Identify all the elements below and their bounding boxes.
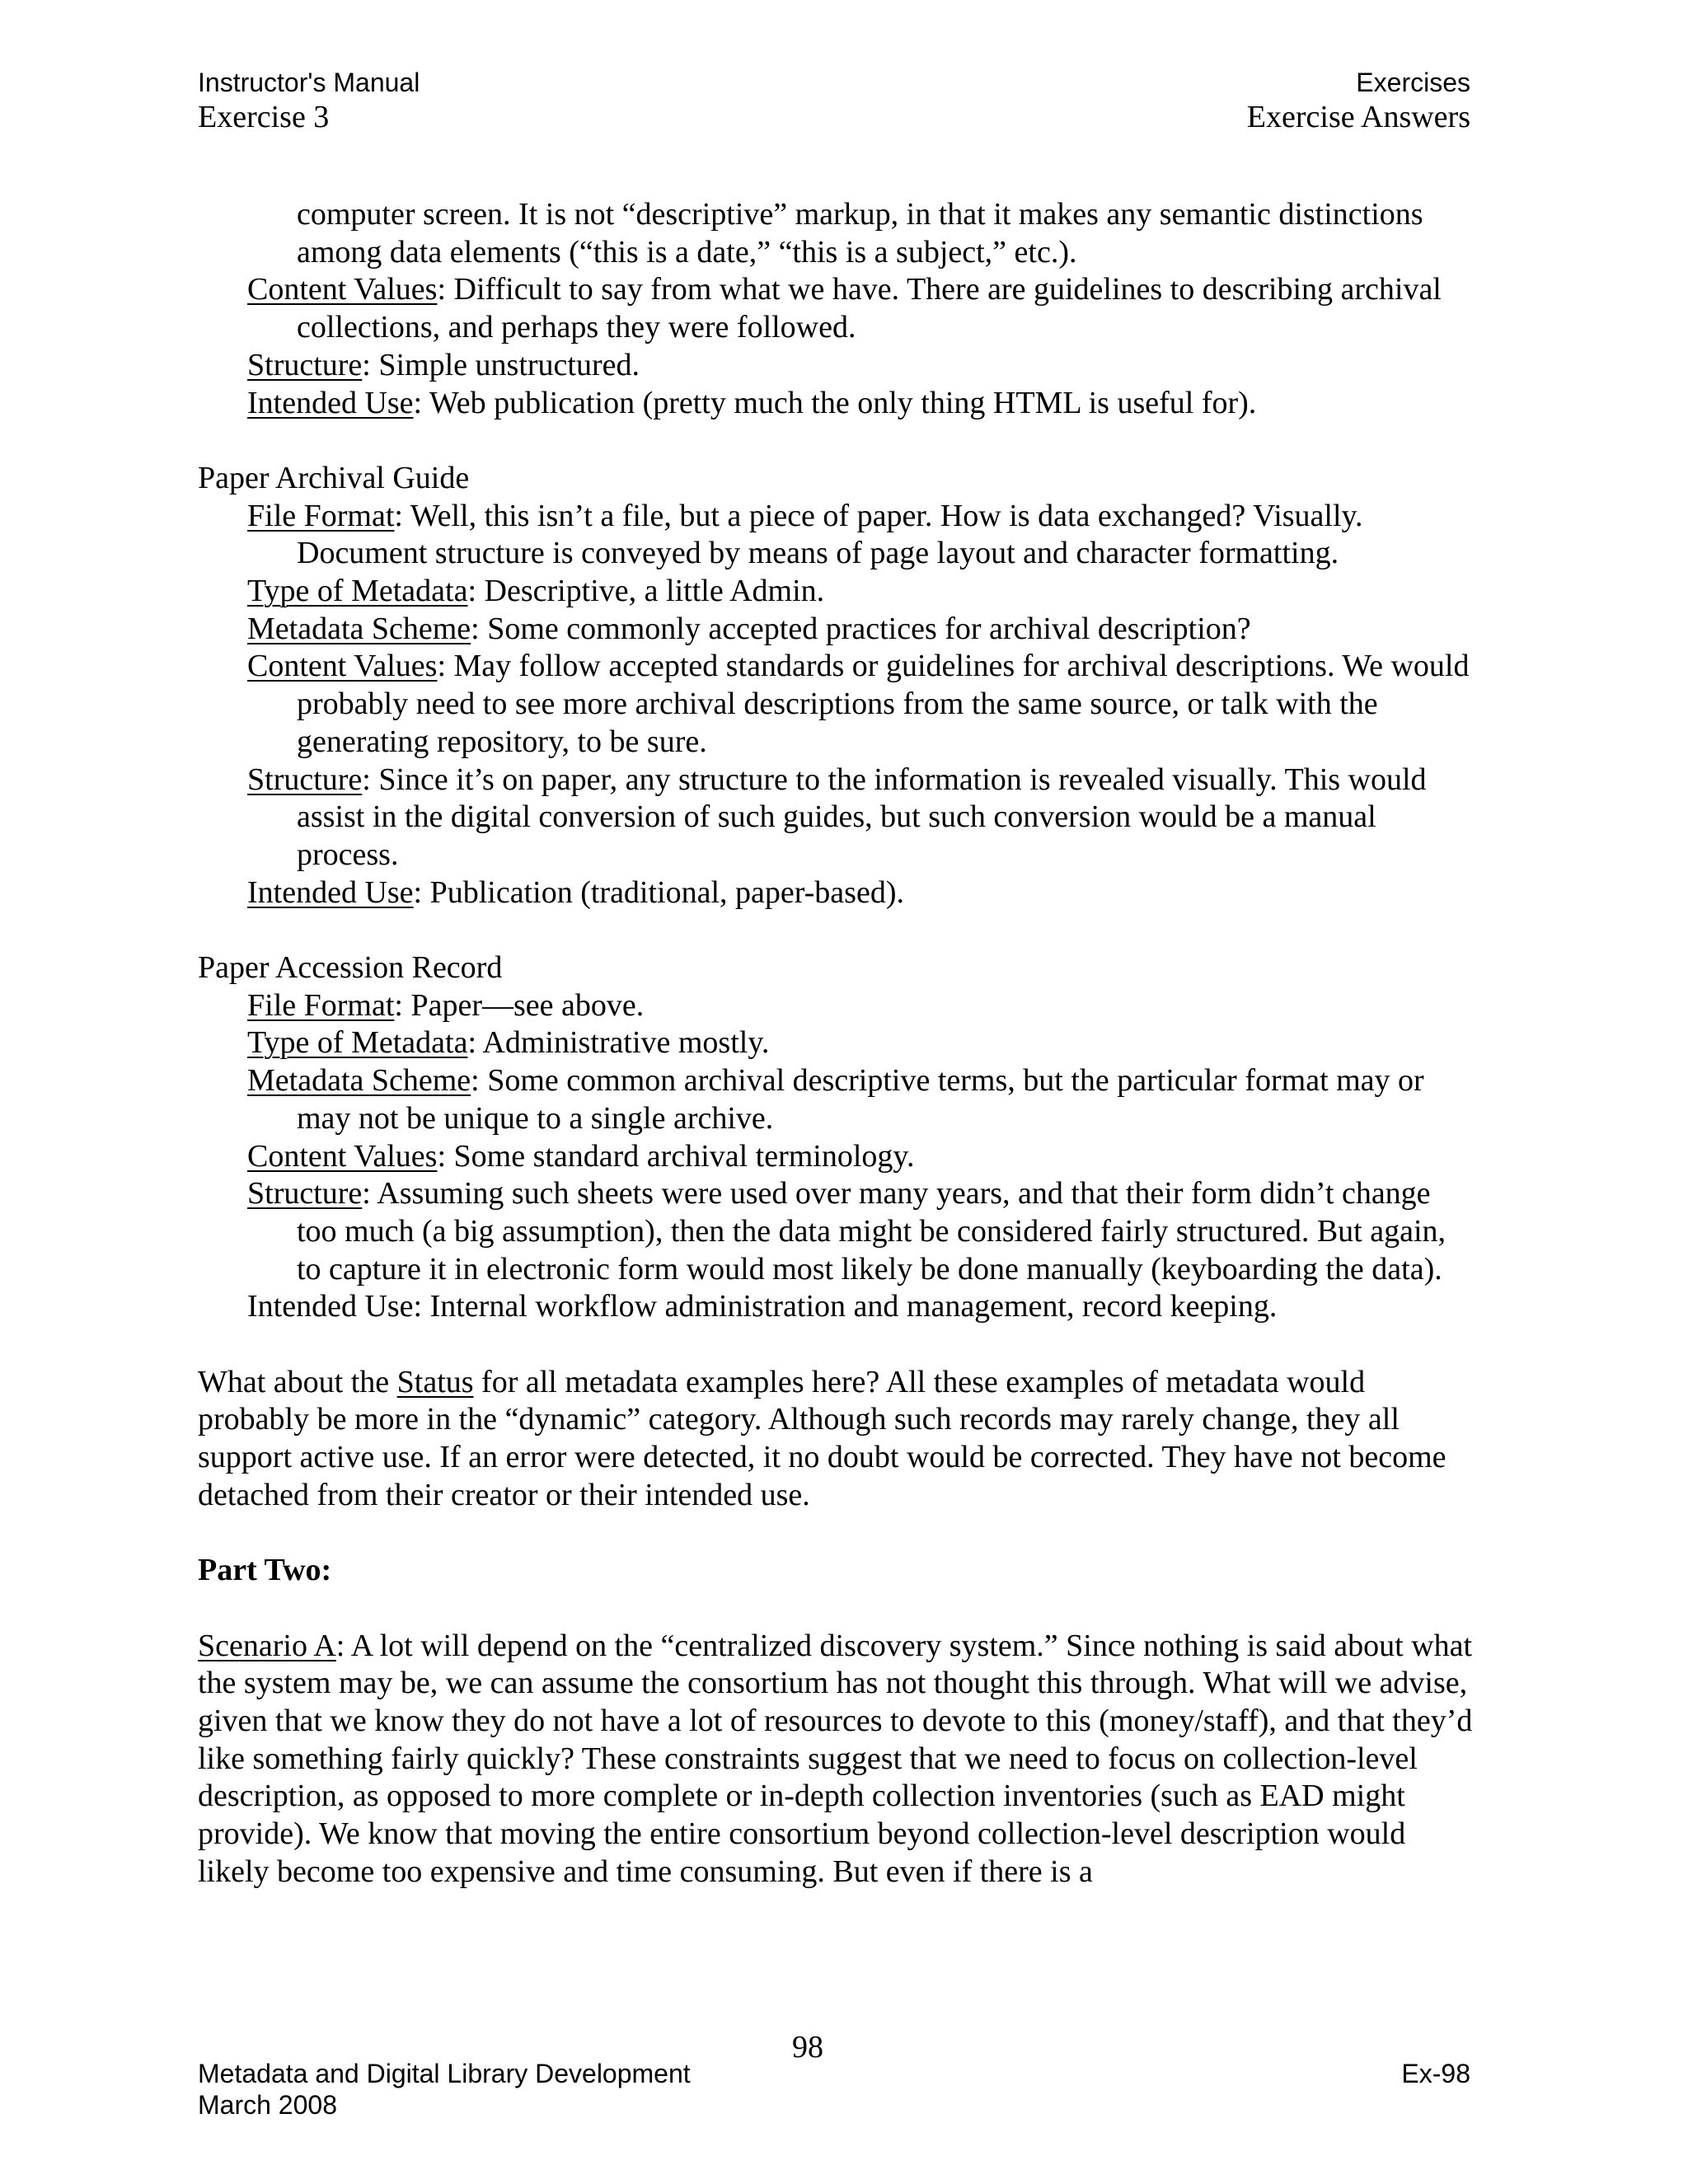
section-title: Paper Archival Guide <box>198 460 470 495</box>
item-label: Metadata Scheme <box>247 611 471 646</box>
header-section-title: Exercises <box>1356 68 1470 97</box>
item-text: : Paper—see above. <box>394 987 645 1023</box>
item-text: : May follow accepted standards or guidelines for archival descriptions. We would probably need to see more archival descriptions from the same source, or talk with the generating repository, to be sure. <box>297 649 1470 759</box>
header-manual-title: Instructor's Manual <box>198 68 420 97</box>
section-item <box>247 1062 1474 1137</box>
item-text: : Some standard archival terminology. <box>437 1138 915 1174</box>
scenario-a-paragraph <box>198 1628 1474 1891</box>
item-label: Metadata Scheme <box>247 1063 471 1099</box>
item-text: : Web publication (pretty much the only thing HTML is useful for). <box>413 385 1257 420</box>
section-item-plain: Intended Use: Internal workflow administration and management, record keeping. <box>247 1289 1278 1324</box>
item-text: : Assuming such sheets were used over many years, and that their form didn’t change too much (a big assumption), then the data might be considered fairly structured. But again, to capture it in electronic form would most likely be done manually (keyboarding the data). <box>297 1176 1447 1286</box>
status-paragraph <box>198 1364 1474 1515</box>
item-label: Content Values <box>247 649 438 684</box>
section-item <box>247 1175 1474 1288</box>
part-two-heading: Part Two: <box>198 1553 332 1588</box>
section-item <box>247 648 1474 761</box>
intro-item <box>247 347 1474 385</box>
item-label: Type of Metadata <box>247 574 468 609</box>
item-label: File Format <box>247 498 395 533</box>
intro-continuation: computer screen. It is not “descriptive” markup, in that it makes any semantic distinctions among data elements (“this is a date,” “this is a subject,” etc.). <box>297 197 1423 269</box>
item-label: File Format <box>247 987 395 1023</box>
section-paper-archival-guide <box>198 460 1474 912</box>
item-text: : Since it’s on paper, any structure to the information is revealed visually. This would assist in the digital conversion of such guides, but such conversion would be a manual process. <box>297 762 1427 872</box>
section-item <box>247 1024 1474 1062</box>
item-text: : Descriptive, a little Admin. <box>467 574 825 609</box>
section-item <box>247 987 1474 1025</box>
status-text-before: What about the <box>198 1364 397 1399</box>
footer-date: March 2008 <box>198 2090 337 2120</box>
item-label: Intended Use <box>247 874 414 910</box>
section-paper-accession-record <box>198 949 1474 1326</box>
section-item <box>247 762 1474 874</box>
item-label: Type of Metadata <box>247 1025 468 1061</box>
status-label: Status <box>396 1364 474 1399</box>
section-item <box>247 874 1474 912</box>
page-body <box>198 196 1474 1891</box>
section-title: Paper Accession Record <box>198 950 503 986</box>
header-exercise-number: Exercise 3 <box>198 100 330 134</box>
item-label: Content Values <box>247 1138 438 1174</box>
section-item <box>247 611 1474 649</box>
footer-course-title: Metadata and Digital Library Development <box>198 2059 691 2088</box>
item-label: Structure <box>247 1176 363 1212</box>
item-label: Intended Use <box>247 385 414 420</box>
intro-item <box>247 385 1474 423</box>
item-text: : Administrative mostly. <box>467 1025 770 1061</box>
item-text: : Simple unstructured. <box>362 347 640 382</box>
section-item <box>247 573 1474 611</box>
footer-page-code: Ex-98 <box>1401 2059 1470 2088</box>
item-label: Structure <box>247 762 363 797</box>
intro-item <box>247 271 1474 346</box>
item-text: : Difficult to say from what we have. There are guidelines to describing archival collections, and perhaps they were followed. <box>297 272 1442 345</box>
item-text: : Some common archival descriptive terms, but the particular format may or may not be unique to a single archive. <box>297 1063 1424 1136</box>
intro-block <box>198 196 1474 422</box>
header-section-subtitle: Exercise Answers <box>1246 100 1470 134</box>
item-text: : Some commonly accepted practices for archival description? <box>471 611 1251 646</box>
item-text: : Well, this isn’t a file, but a piece of paper. How is data exchanged? Visually. Document structure is conveyed by means of page layout and character formatting. <box>297 498 1363 571</box>
item-text: : Publication (traditional, paper-based). <box>413 874 904 910</box>
scenario-text: : A lot will depend on the “centralized discovery system.” Since nothing is said about what the system may be, we can assume the consortium has not thought this through. What will we advise, given that we know they do not have a lot of resources to devote to this (money/staff), and that they’d like something fairly quickly? These constraints suggest that we need to focus on collection-level description, as opposed to more complete or in-depth collection inventories (such as EAD might provide). We know that moving the entire consortium beyond collection-level description would likely become too expensive and time consuming. But even if there is a <box>198 1628 1473 1889</box>
status-text-after: for all metadata examples here? All these examples of metadata would probably be more in the “dynamic” category. Although such records may rarely change, they all support active use. If an error were detected, it no doubt would be corrected. They have not become detached from their creator or their intended use. <box>198 1364 1447 1512</box>
section-item <box>247 1138 1474 1176</box>
scenario-label: Scenario A <box>198 1628 336 1663</box>
item-label: Content Values <box>247 272 438 307</box>
page-number: 98 <box>792 2030 823 2064</box>
section-item <box>247 498 1474 573</box>
item-label: Structure <box>247 347 363 382</box>
